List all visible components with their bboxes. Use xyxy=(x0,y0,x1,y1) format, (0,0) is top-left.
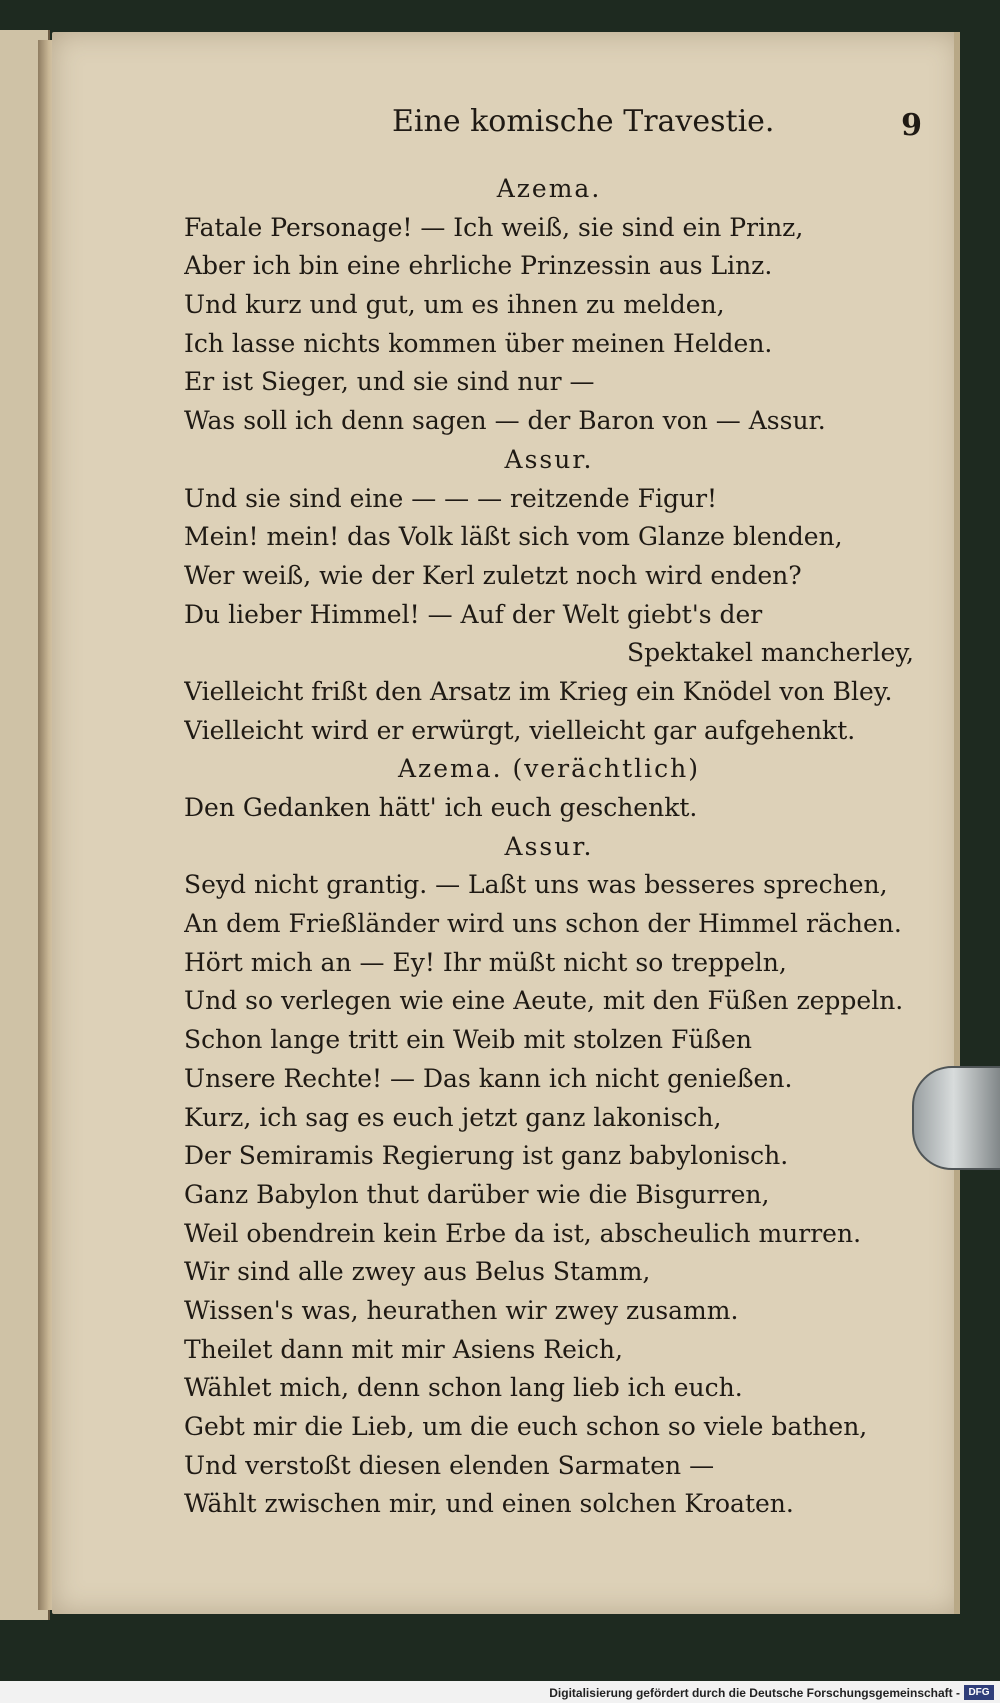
verse-line: Spektakel mancherley, xyxy=(626,638,914,668)
verse-line: Weil obendrein kein Erbe da ist, abscheulich murren. xyxy=(184,1218,862,1248)
verse-line: Du lieber Himmel! — Auf der Welt giebt's der xyxy=(184,599,763,629)
book-page xyxy=(52,32,960,1614)
speaker-name: Assur. xyxy=(504,831,594,861)
verse-line: Hört mich an — Ey! Ihr müßt nicht so treppeln, xyxy=(184,947,787,977)
page-edge xyxy=(954,32,960,1614)
verse-line: Er ist Sieger, und sie sind nur — xyxy=(184,367,595,397)
verse-line: Und so verlegen wie eine Aeute, mit den Füßen zeppeln. xyxy=(184,986,904,1016)
page-number: 9 xyxy=(901,108,922,143)
funding-note: Digitalisierung gefördert durch die Deutsche Forschungsgemeinschaft - xyxy=(549,1686,960,1700)
verse-line: Ganz Babylon thut darüber wie die Bisgurren, xyxy=(184,1179,770,1209)
verse-line: Gebt mir die Lieb, um die euch schon so viele bathen, xyxy=(184,1412,868,1441)
verse-line: Vielleicht frißt den Arsatz im Krieg ein Knödel von Bley. xyxy=(184,676,893,706)
speaker-name: Azema. (verächtlich) xyxy=(397,754,701,784)
verse-line: Der Semiramis Regierung ist ganz babylonisch. xyxy=(184,1141,789,1171)
verse-line: Und kurz und gut, um es ihnen zu melden, xyxy=(184,290,725,320)
verse-line: Und verstoßt diesen elenden Sarmaten — xyxy=(184,1450,715,1480)
verse-line: Und sie sind eine — — — reitzende Figur! xyxy=(184,483,718,513)
verse-line: Mein! mein! das Volk läßt sich vom Glanze blenden, xyxy=(184,522,843,552)
verse-line: Kurz, ich sag es euch jetzt ganz lakonisch, xyxy=(184,1102,722,1132)
page-header xyxy=(52,104,960,154)
verse-line: Fatale Personage! — Ich weiß, sie sind ein Prinz, xyxy=(184,212,804,242)
verse-line: Wählet mich, denn schon lang lieb ich euch. xyxy=(184,1373,743,1403)
verse-line: Theilet dann mit mir Asiens Reich, xyxy=(184,1334,623,1364)
verse-line: An dem Frießländer wird uns schon der Himmel rächen. xyxy=(184,909,902,939)
verse-line: Wer weiß, wie der Kerl zuletzt noch wird enden? xyxy=(184,560,802,590)
verse-line: Seyd nicht grantig. — Laßt uns was besseres sprechen, xyxy=(184,870,888,900)
verse-line: Vielleicht wird er erwürgt, vielleicht gar aufgehenkt. xyxy=(184,715,856,745)
verse-line: Aber ich bin eine ehrliche Prinzessin aus Linz. xyxy=(184,251,773,281)
verse-line: Ich lasse nichts kommen über meinen Helden. xyxy=(184,328,773,358)
verse-text-block xyxy=(184,170,914,1524)
speaker-name: Assur. xyxy=(504,444,594,474)
footer-bar xyxy=(0,1681,1000,1703)
running-title: Eine komische Travestie. xyxy=(392,104,775,139)
speaker-name: Azema. xyxy=(496,174,602,203)
verse-line: Wählt zwischen mir, und einen solchen Kroaten. xyxy=(184,1489,794,1519)
verse-line: Den Gedanken hätt' ich euch geschenkt. xyxy=(184,793,698,822)
verse-line: Unsere Rechte! — Das kann ich nicht genießen. xyxy=(184,1063,793,1093)
dfg-logo: DFG xyxy=(964,1685,994,1700)
verse-line: Was soll ich denn sagen — der Baron von — Assur. xyxy=(184,406,826,436)
verse-line: Wir sind alle zwey aus Belus Stamm, xyxy=(184,1257,651,1287)
verse-line: Wissen's was, heurathen wir zwey zusamm. xyxy=(184,1295,739,1325)
metal-clip xyxy=(912,1066,1000,1170)
verse-line: Schon lange tritt ein Weib mit stolzen Füßen xyxy=(184,1025,753,1055)
